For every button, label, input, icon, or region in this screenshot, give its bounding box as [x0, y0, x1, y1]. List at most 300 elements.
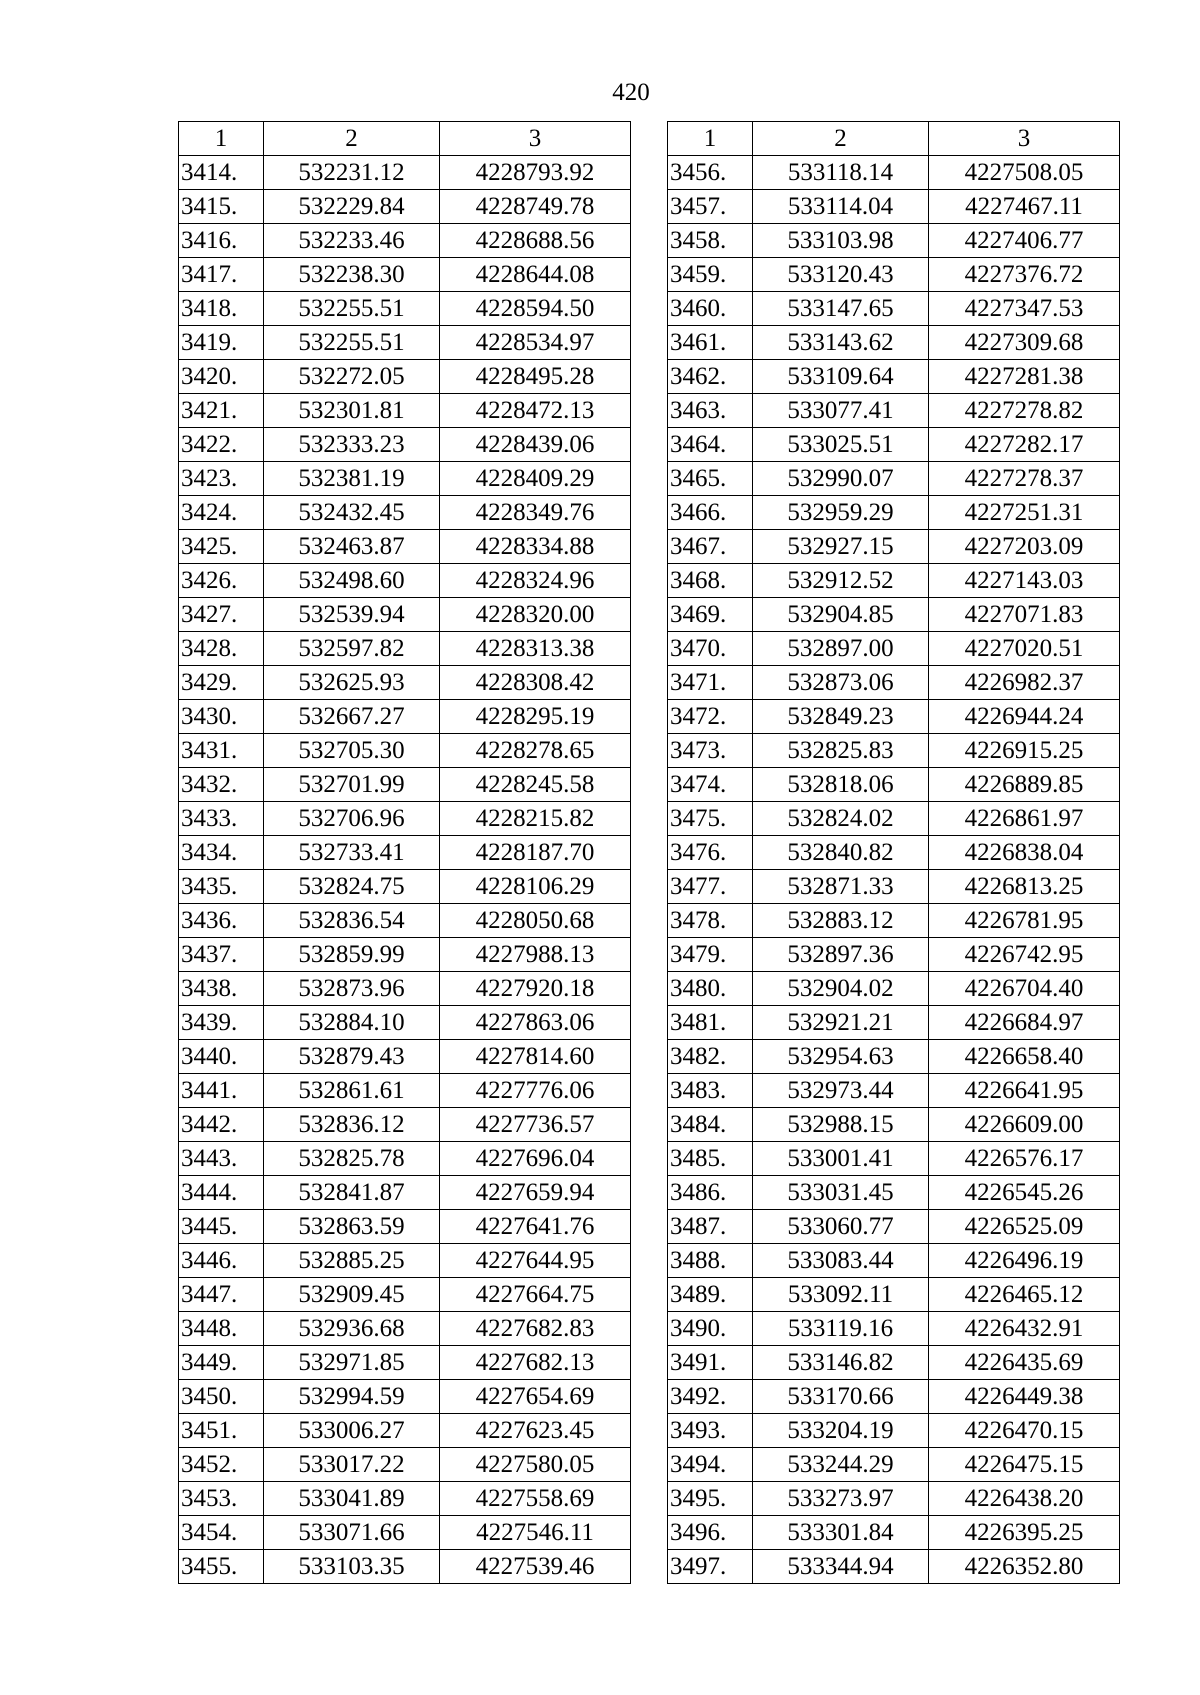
table-row: [668, 904, 1120, 938]
point-number-cell: 3482.: [668, 1040, 753, 1074]
point-number-cell: 3415.: [179, 190, 264, 224]
x-coordinate-cell: 532873.06: [753, 666, 929, 700]
y-coordinate-cell: 4227863.06: [440, 1006, 631, 1040]
y-coordinate-cell: 4228313.38: [440, 632, 631, 666]
y-coordinate-cell: 4226641.95: [929, 1074, 1120, 1108]
table-row: [179, 1482, 631, 1516]
point-number-cell: 3490.: [668, 1312, 753, 1346]
point-number-cell: 3428.: [179, 632, 264, 666]
x-coordinate-cell: 532625.93: [264, 666, 440, 700]
point-number-cell: 3484.: [668, 1108, 753, 1142]
y-coordinate-cell: 4228495.28: [440, 360, 631, 394]
y-coordinate-cell: 4227580.05: [440, 1448, 631, 1482]
x-coordinate-cell: 533244.29: [753, 1448, 929, 1482]
x-coordinate-cell: 532909.45: [264, 1278, 440, 1312]
table-row: [179, 768, 631, 802]
y-coordinate-cell: 4226838.04: [929, 836, 1120, 870]
table-row: [668, 292, 1120, 326]
point-number-cell: 3461.: [668, 326, 753, 360]
x-coordinate-cell: 532959.29: [753, 496, 929, 530]
x-coordinate-cell: 532954.63: [753, 1040, 929, 1074]
point-number-cell: 3427.: [179, 598, 264, 632]
y-coordinate-cell: 4227736.57: [440, 1108, 631, 1142]
point-number-cell: 3454.: [179, 1516, 264, 1550]
x-coordinate-cell: 532897.36: [753, 938, 929, 972]
point-number-cell: 3440.: [179, 1040, 264, 1074]
x-coordinate-cell: 532897.00: [753, 632, 929, 666]
table-row: [179, 360, 631, 394]
page-number: 420: [612, 79, 650, 106]
table-row: [668, 1312, 1120, 1346]
y-coordinate-cell: 4227282.17: [929, 428, 1120, 462]
point-number-cell: 3432.: [179, 768, 264, 802]
y-coordinate-cell: 4227664.75: [440, 1278, 631, 1312]
table-row: [179, 1176, 631, 1210]
point-number-cell: 3471.: [668, 666, 753, 700]
x-coordinate-cell: 533143.62: [753, 326, 929, 360]
y-coordinate-cell: 4226576.17: [929, 1142, 1120, 1176]
y-coordinate-cell: 4226658.40: [929, 1040, 1120, 1074]
x-coordinate-cell: 532706.96: [264, 802, 440, 836]
x-coordinate-cell: 533204.19: [753, 1414, 929, 1448]
x-coordinate-cell: 533025.51: [753, 428, 929, 462]
y-coordinate-cell: 4227539.46: [440, 1550, 631, 1584]
point-number-cell: 3439.: [179, 1006, 264, 1040]
table-row: [668, 1006, 1120, 1040]
y-coordinate-cell: 4228409.29: [440, 462, 631, 496]
point-number-cell: 3420.: [179, 360, 264, 394]
table-row: [179, 1108, 631, 1142]
point-number-cell: 3464.: [668, 428, 753, 462]
y-coordinate-cell: 4228324.96: [440, 564, 631, 598]
table-row: [668, 360, 1120, 394]
table-row: [179, 1414, 631, 1448]
table-row: [179, 632, 631, 666]
table-row: [668, 802, 1120, 836]
x-coordinate-cell: 533170.66: [753, 1380, 929, 1414]
table-row: [668, 1482, 1120, 1516]
point-number-cell: 3479.: [668, 938, 753, 972]
y-coordinate-cell: 4227281.38: [929, 360, 1120, 394]
y-coordinate-cell: 4227558.69: [440, 1482, 631, 1516]
table-row: [668, 1414, 1120, 1448]
y-coordinate-cell: 4226609.00: [929, 1108, 1120, 1142]
table-row: [668, 462, 1120, 496]
point-number-cell: 3435.: [179, 870, 264, 904]
table-row: [668, 156, 1120, 190]
x-coordinate-cell: 532912.52: [753, 564, 929, 598]
table-row: [179, 1516, 631, 1550]
table-row: [179, 1074, 631, 1108]
table-row: [179, 1380, 631, 1414]
point-number-cell: 3447.: [179, 1278, 264, 1312]
y-coordinate-cell: 4226889.85: [929, 768, 1120, 802]
y-coordinate-cell: 4226781.95: [929, 904, 1120, 938]
x-coordinate-cell: 532705.30: [264, 734, 440, 768]
x-coordinate-cell: 532971.85: [264, 1346, 440, 1380]
y-coordinate-cell: 4227659.94: [440, 1176, 631, 1210]
point-number-cell: 3493.: [668, 1414, 753, 1448]
y-coordinate-cell: 4228349.76: [440, 496, 631, 530]
y-coordinate-cell: 4226684.97: [929, 1006, 1120, 1040]
point-number-cell: 3458.: [668, 224, 753, 258]
y-coordinate-cell: 4228308.42: [440, 666, 631, 700]
table-row: [668, 530, 1120, 564]
coordinates-table-right: [667, 121, 1120, 1584]
x-coordinate-cell: 533017.22: [264, 1448, 440, 1482]
x-coordinate-cell: 532824.02: [753, 802, 929, 836]
table-row: [179, 326, 631, 360]
table-row: [179, 1244, 631, 1278]
y-coordinate-cell: 4228644.08: [440, 258, 631, 292]
x-coordinate-cell: 532231.12: [264, 156, 440, 190]
x-coordinate-cell: 533114.04: [753, 190, 929, 224]
point-number-cell: 3462.: [668, 360, 753, 394]
x-coordinate-cell: 532861.61: [264, 1074, 440, 1108]
x-coordinate-cell: 533147.65: [753, 292, 929, 326]
point-number-cell: 3437.: [179, 938, 264, 972]
point-number-cell: 3478.: [668, 904, 753, 938]
table-row: [668, 632, 1120, 666]
point-number-cell: 3492.: [668, 1380, 753, 1414]
point-number-cell: 3477.: [668, 870, 753, 904]
x-coordinate-cell: 532921.21: [753, 1006, 929, 1040]
table-row: [668, 1346, 1120, 1380]
y-coordinate-cell: 4226813.25: [929, 870, 1120, 904]
y-coordinate-cell: 4227988.13: [440, 938, 631, 972]
point-number-cell: 3433.: [179, 802, 264, 836]
y-coordinate-cell: 4226435.69: [929, 1346, 1120, 1380]
table-row: [179, 734, 631, 768]
table-row: [179, 1142, 631, 1176]
x-coordinate-cell: 533092.11: [753, 1278, 929, 1312]
x-coordinate-cell: 533071.66: [264, 1516, 440, 1550]
point-number-cell: 3480.: [668, 972, 753, 1006]
x-coordinate-cell: 532463.87: [264, 530, 440, 564]
table-row: [668, 666, 1120, 700]
x-coordinate-cell: 532432.45: [264, 496, 440, 530]
table-row: [668, 1516, 1120, 1550]
y-coordinate-cell: 4227814.60: [440, 1040, 631, 1074]
y-coordinate-cell: 4228793.92: [440, 156, 631, 190]
table-row: [668, 326, 1120, 360]
x-coordinate-cell: 532836.12: [264, 1108, 440, 1142]
point-number-cell: 3465.: [668, 462, 753, 496]
y-coordinate-cell: 4228245.58: [440, 768, 631, 802]
y-coordinate-cell: 4227376.72: [929, 258, 1120, 292]
y-coordinate-cell: 4228472.13: [440, 394, 631, 428]
x-coordinate-cell: 532904.02: [753, 972, 929, 1006]
point-number-cell: 3441.: [179, 1074, 264, 1108]
x-coordinate-cell: 532990.07: [753, 462, 929, 496]
x-coordinate-cell: 533103.98: [753, 224, 929, 258]
y-coordinate-cell: 4228439.06: [440, 428, 631, 462]
x-coordinate-cell: 532841.87: [264, 1176, 440, 1210]
y-coordinate-cell: 4228295.19: [440, 700, 631, 734]
x-coordinate-cell: 532667.27: [264, 700, 440, 734]
y-coordinate-cell: 4226545.26: [929, 1176, 1120, 1210]
x-coordinate-cell: 532863.59: [264, 1210, 440, 1244]
x-coordinate-cell: 532871.33: [753, 870, 929, 904]
x-coordinate-cell: 532301.81: [264, 394, 440, 428]
point-number-cell: 3430.: [179, 700, 264, 734]
table-row: [668, 1278, 1120, 1312]
column-header: 2: [753, 122, 929, 156]
y-coordinate-cell: 4227467.11: [929, 190, 1120, 224]
table-row: [668, 1550, 1120, 1584]
table-row: [668, 1176, 1120, 1210]
point-number-cell: 3425.: [179, 530, 264, 564]
x-coordinate-cell: 532836.54: [264, 904, 440, 938]
y-coordinate-cell: 4226449.38: [929, 1380, 1120, 1414]
column-header: 3: [929, 122, 1120, 156]
table-row: [179, 564, 631, 598]
table-row: [179, 1312, 631, 1346]
x-coordinate-cell: 532849.23: [753, 700, 929, 734]
table-row: [179, 836, 631, 870]
x-coordinate-cell: 532701.99: [264, 768, 440, 802]
point-number-cell: 3481.: [668, 1006, 753, 1040]
point-number-cell: 3426.: [179, 564, 264, 598]
point-number-cell: 3414.: [179, 156, 264, 190]
x-coordinate-cell: 532873.96: [264, 972, 440, 1006]
y-coordinate-cell: 4227278.37: [929, 462, 1120, 496]
x-coordinate-cell: 532973.44: [753, 1074, 929, 1108]
x-coordinate-cell: 532825.83: [753, 734, 929, 768]
y-coordinate-cell: 4227020.51: [929, 632, 1120, 666]
point-number-cell: 3472.: [668, 700, 753, 734]
point-number-cell: 3457.: [668, 190, 753, 224]
y-coordinate-cell: 4226470.15: [929, 1414, 1120, 1448]
x-coordinate-cell: 533083.44: [753, 1244, 929, 1278]
table-row: [668, 1142, 1120, 1176]
table-row: [179, 156, 631, 190]
table-header-row: [179, 122, 631, 156]
x-coordinate-cell: 533118.14: [753, 156, 929, 190]
x-coordinate-cell: 532255.51: [264, 292, 440, 326]
x-coordinate-cell: 533273.97: [753, 1482, 929, 1516]
y-coordinate-cell: 4226944.24: [929, 700, 1120, 734]
point-number-cell: 3473.: [668, 734, 753, 768]
table-row: [179, 224, 631, 258]
x-coordinate-cell: 533031.45: [753, 1176, 929, 1210]
x-coordinate-cell: 533109.64: [753, 360, 929, 394]
point-number-cell: 3429.: [179, 666, 264, 700]
y-coordinate-cell: 4228334.88: [440, 530, 631, 564]
column-header: 1: [668, 122, 753, 156]
point-number-cell: 3423.: [179, 462, 264, 496]
table-row: [668, 1380, 1120, 1414]
coordinates-table-left: [178, 121, 631, 1584]
x-coordinate-cell: 532233.46: [264, 224, 440, 258]
table-row: [668, 836, 1120, 870]
table-row: [179, 496, 631, 530]
table-row: [668, 768, 1120, 802]
x-coordinate-cell: 532988.15: [753, 1108, 929, 1142]
x-coordinate-cell: 532859.99: [264, 938, 440, 972]
point-number-cell: 3483.: [668, 1074, 753, 1108]
table-row: [179, 258, 631, 292]
y-coordinate-cell: 4228050.68: [440, 904, 631, 938]
table-row: [179, 1448, 631, 1482]
x-coordinate-cell: 532927.15: [753, 530, 929, 564]
x-coordinate-cell: 533077.41: [753, 394, 929, 428]
y-coordinate-cell: 4227143.03: [929, 564, 1120, 598]
x-coordinate-cell: 533041.89: [264, 1482, 440, 1516]
x-coordinate-cell: 532539.94: [264, 598, 440, 632]
point-number-cell: 3463.: [668, 394, 753, 428]
point-number-cell: 3485.: [668, 1142, 753, 1176]
x-coordinate-cell: 532333.23: [264, 428, 440, 462]
y-coordinate-cell: 4227347.53: [929, 292, 1120, 326]
x-coordinate-cell: 533301.84: [753, 1516, 929, 1550]
table-row: [668, 224, 1120, 258]
point-number-cell: 3450.: [179, 1380, 264, 1414]
point-number-cell: 3496.: [668, 1516, 753, 1550]
x-coordinate-cell: 532733.41: [264, 836, 440, 870]
x-coordinate-cell: 532381.19: [264, 462, 440, 496]
table-row: [179, 1040, 631, 1074]
y-coordinate-cell: 4226742.95: [929, 938, 1120, 972]
point-number-cell: 3448.: [179, 1312, 264, 1346]
column-header: 1: [179, 122, 264, 156]
point-number-cell: 3422.: [179, 428, 264, 462]
x-coordinate-cell: 532883.12: [753, 904, 929, 938]
y-coordinate-cell: 4227406.77: [929, 224, 1120, 258]
point-number-cell: 3416.: [179, 224, 264, 258]
x-coordinate-cell: 532840.82: [753, 836, 929, 870]
table-row: [179, 292, 631, 326]
table-row: [179, 1210, 631, 1244]
x-coordinate-cell: 532597.82: [264, 632, 440, 666]
table-row: [668, 428, 1120, 462]
table-row: [668, 1040, 1120, 1074]
y-coordinate-cell: 4226465.12: [929, 1278, 1120, 1312]
table-row: [668, 564, 1120, 598]
x-coordinate-cell: 533001.41: [753, 1142, 929, 1176]
point-number-cell: 3469.: [668, 598, 753, 632]
point-number-cell: 3491.: [668, 1346, 753, 1380]
table-row: [179, 190, 631, 224]
table-body-right: [668, 156, 1120, 1584]
x-coordinate-cell: 532824.75: [264, 870, 440, 904]
point-number-cell: 3468.: [668, 564, 753, 598]
y-coordinate-cell: 4227920.18: [440, 972, 631, 1006]
table-row: [668, 258, 1120, 292]
point-number-cell: 3418.: [179, 292, 264, 326]
y-coordinate-cell: 4227546.11: [440, 1516, 631, 1550]
y-coordinate-cell: 4228749.78: [440, 190, 631, 224]
y-coordinate-cell: 4226395.25: [929, 1516, 1120, 1550]
column-header: 3: [440, 122, 631, 156]
point-number-cell: 3489.: [668, 1278, 753, 1312]
y-coordinate-cell: 4226438.20: [929, 1482, 1120, 1516]
point-number-cell: 3487.: [668, 1210, 753, 1244]
point-number-cell: 3446.: [179, 1244, 264, 1278]
y-coordinate-cell: 4227696.04: [440, 1142, 631, 1176]
table-row: [668, 870, 1120, 904]
table-row: [179, 700, 631, 734]
point-number-cell: 3443.: [179, 1142, 264, 1176]
y-coordinate-cell: 4227654.69: [440, 1380, 631, 1414]
y-coordinate-cell: 4226704.40: [929, 972, 1120, 1006]
point-number-cell: 3467.: [668, 530, 753, 564]
point-number-cell: 3453.: [179, 1482, 264, 1516]
table-row: [179, 462, 631, 496]
table-row: [179, 1550, 631, 1584]
y-coordinate-cell: 4226475.15: [929, 1448, 1120, 1482]
y-coordinate-cell: 4227682.13: [440, 1346, 631, 1380]
x-coordinate-cell: 532885.25: [264, 1244, 440, 1278]
x-coordinate-cell: 533120.43: [753, 258, 929, 292]
table-row: [179, 1006, 631, 1040]
point-number-cell: 3444.: [179, 1176, 264, 1210]
y-coordinate-cell: 4228534.97: [440, 326, 631, 360]
table-body-left: [179, 156, 631, 1584]
point-number-cell: 3466.: [668, 496, 753, 530]
y-coordinate-cell: 4227641.76: [440, 1210, 631, 1244]
point-number-cell: 3497.: [668, 1550, 753, 1584]
table-row: [668, 1244, 1120, 1278]
table-row: [179, 904, 631, 938]
point-number-cell: 3495.: [668, 1482, 753, 1516]
point-number-cell: 3419.: [179, 326, 264, 360]
y-coordinate-cell: 4226982.37: [929, 666, 1120, 700]
x-coordinate-cell: 532884.10: [264, 1006, 440, 1040]
x-coordinate-cell: 532238.30: [264, 258, 440, 292]
point-number-cell: 3494.: [668, 1448, 753, 1482]
table-row: [668, 1210, 1120, 1244]
point-number-cell: 3424.: [179, 496, 264, 530]
y-coordinate-cell: 4228278.65: [440, 734, 631, 768]
x-coordinate-cell: 532994.59: [264, 1380, 440, 1414]
table-row: [179, 972, 631, 1006]
table-row: [668, 394, 1120, 428]
x-coordinate-cell: 533103.35: [264, 1550, 440, 1584]
x-coordinate-cell: 533060.77: [753, 1210, 929, 1244]
point-number-cell: 3445.: [179, 1210, 264, 1244]
table-row: [668, 700, 1120, 734]
y-coordinate-cell: 4227776.06: [440, 1074, 631, 1108]
point-number-cell: 3459.: [668, 258, 753, 292]
x-coordinate-cell: 532255.51: [264, 326, 440, 360]
point-number-cell: 3417.: [179, 258, 264, 292]
table-row: [179, 1278, 631, 1312]
table-row: [179, 598, 631, 632]
table-row: [179, 1346, 631, 1380]
y-coordinate-cell: 4227644.95: [440, 1244, 631, 1278]
y-coordinate-cell: 4227309.68: [929, 326, 1120, 360]
table-row: [179, 666, 631, 700]
y-coordinate-cell: 4227203.09: [929, 530, 1120, 564]
point-number-cell: 3470.: [668, 632, 753, 666]
point-number-cell: 3431.: [179, 734, 264, 768]
table-row: [668, 972, 1120, 1006]
y-coordinate-cell: 4228594.50: [440, 292, 631, 326]
y-coordinate-cell: 4227071.83: [929, 598, 1120, 632]
x-coordinate-cell: 532498.60: [264, 564, 440, 598]
y-coordinate-cell: 4226352.80: [929, 1550, 1120, 1584]
x-coordinate-cell: 533344.94: [753, 1550, 929, 1584]
point-number-cell: 3421.: [179, 394, 264, 428]
y-coordinate-cell: 4227682.83: [440, 1312, 631, 1346]
y-coordinate-cell: 4227278.82: [929, 394, 1120, 428]
table-row: [668, 938, 1120, 972]
column-header: 2: [264, 122, 440, 156]
x-coordinate-cell: 533146.82: [753, 1346, 929, 1380]
y-coordinate-cell: 4228106.29: [440, 870, 631, 904]
y-coordinate-cell: 4226496.19: [929, 1244, 1120, 1278]
